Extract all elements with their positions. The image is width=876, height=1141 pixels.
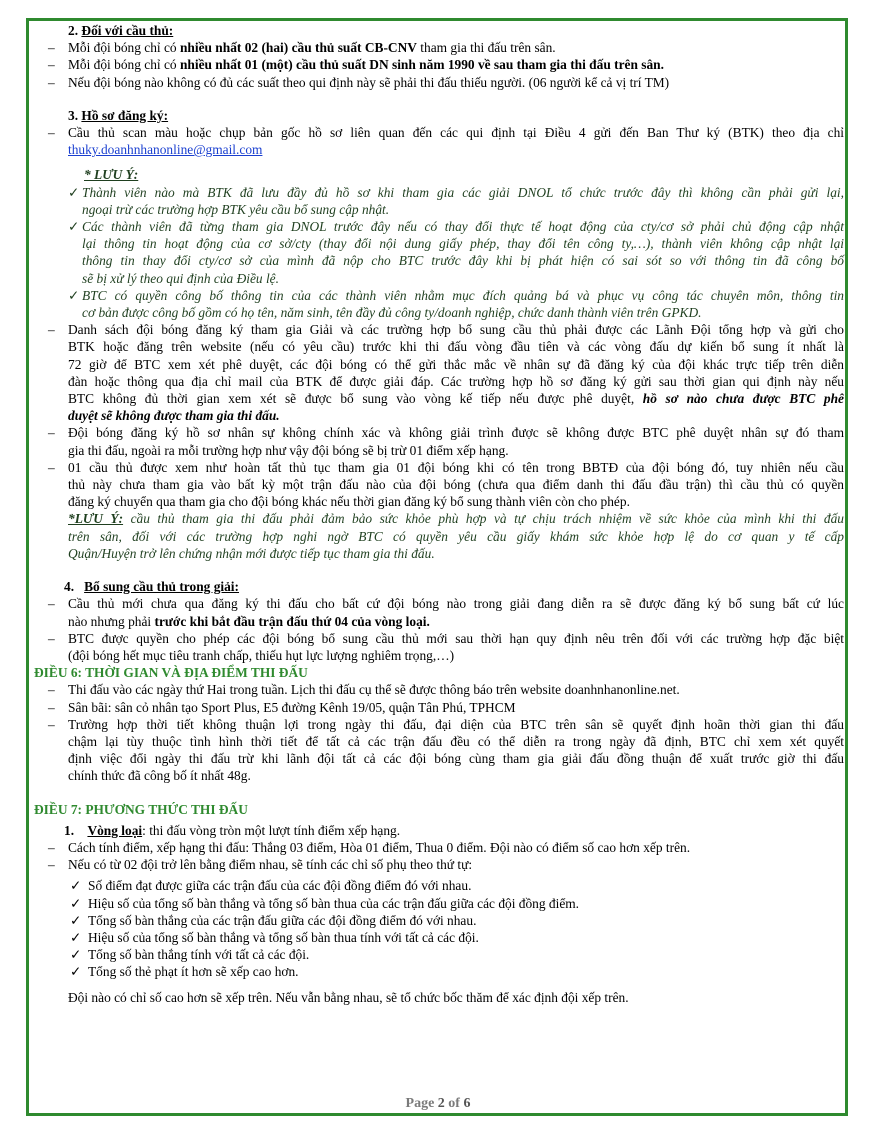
text: BTC được quyền cho phép các đội bóng bổ sung cầu thủ mới sau thời hạn quy định nêu trên đối với các trường hợp đặc biệt: [68, 630, 844, 646]
check-icon: ✓: [70, 895, 82, 911]
section-3-heading: [68, 107, 844, 124]
text: chính thức đã công bố ít nhất 48g.: [68, 768, 251, 784]
list-item: [34, 595, 844, 629]
text: lại thông tin hoạt động của cơ sở/cty (thay đổi nội dung giấy phép, thay đổi tên công ty,…), thành viên không cập nhật lại: [82, 236, 844, 252]
page-total: 6: [463, 1096, 471, 1111]
dash-icon: –: [48, 857, 55, 873]
check-icon: ✓: [68, 184, 80, 200]
email-link[interactable]: thuky.doanhnhanonline@gmail.com: [68, 142, 263, 158]
section-2-number: 2.: [68, 23, 79, 38]
page-content: [34, 22, 844, 1006]
text: (đội bóng hết mục tiêu tranh chấp, thiếu hụt lực lượng nghiêm trọng,…): [68, 647, 455, 663]
dash-icon: –: [48, 322, 55, 338]
page-word: Page: [405, 1096, 435, 1111]
text: Nếu có từ 02 đội trở lên bằng điểm nhau, sẽ tính các chỉ số phụ theo thứ tự:: [68, 857, 473, 873]
round-label: Vòng loại: [87, 822, 143, 838]
text: Trường hợp thời tiết không thuận lợi trong ngày thi đấu, đại diện của BTC trên sân sẽ quyết định hoãn thời gian thi đấu: [68, 716, 844, 732]
check-icon: ✓: [68, 287, 80, 303]
list-item: [34, 74, 844, 91]
list-item: [34, 56, 844, 73]
list-item: [68, 287, 844, 321]
dash-icon: –: [48, 125, 55, 141]
text: BTK hoặc đăng trên website (nếu có yêu cầu) trước khi thi đấu vòng đầu tiên và các vòng đấu dự kiến bổ sung ít nhất là: [68, 339, 844, 355]
text: định việc đổi ngày thi đấu trừ khi lãnh đội tất cả các đội bóng cùng tham gia giải đấu đồng thuận để xuất trước giờ thi đấu: [68, 751, 844, 767]
text: Tổng số bàn thắng của các trận đấu giữa các đội đồng điểm đó với nhau.: [88, 912, 477, 928]
text: Mỗi đội bóng chỉ có: [68, 57, 180, 73]
dash-icon: –: [48, 699, 55, 715]
text: Các thành viên đã từng tham gia DNOL trước đây nếu có thay đổi thực tế hoạt động của cty/cơ sở phải chủ động cập nhật: [82, 219, 844, 235]
list-item: [68, 218, 844, 287]
article-7-title: ĐIỀU 7: PHƯƠNG THỨC THI ĐẤU: [34, 801, 248, 817]
text: cơ bản được công bố gồm có họ tên, năm sinh, tên đầy đủ công ty/doanh nghiệp, chức danh thành viên trên GPKD.: [82, 305, 702, 321]
list-item: [34, 839, 844, 856]
section-4-number: 4.: [64, 579, 75, 595]
section-2-heading: [68, 22, 844, 39]
dash-icon: –: [48, 630, 55, 646]
dash-icon: –: [48, 596, 55, 612]
text: Sân bãi: sân cỏ nhân tạo Sport Plus, E5 đường Kênh 19/05, quận Tân Phú, TPHCM: [68, 699, 516, 715]
list-item: [34, 39, 844, 56]
text: Số điểm đạt được giữa các trận đấu của các đội đồng điểm đó với nhau.: [88, 878, 472, 894]
list-item: [34, 424, 844, 458]
check-icon: ✓: [70, 964, 82, 980]
check-icon: ✓: [70, 878, 82, 894]
bold-text: trước khi bắt đầu trận đấu thứ 04 của vòng loại.: [154, 613, 430, 629]
text: Hiệu số của tổng số bàn thắng và tổng số bàn thua của các trận đấu giữa các đội đồng điểm.: [88, 895, 580, 911]
text: BTC có quyền công bố thông tin của các thành viên nhằm mục đích quảng bá và phục vụ công tác chuyên môn, thông tin: [82, 287, 844, 303]
dash-icon: –: [48, 74, 55, 90]
note-title-text: * LƯU Ý:: [84, 167, 139, 183]
dash-icon: –: [48, 40, 55, 56]
text: đăng ký chuyển qua tham gia cho đội bóng khác nếu thời gian đăng ký bổ sung thành viên còn cho phép.: [68, 494, 630, 510]
text: Cách tính điểm, xếp hạng thi đấu: Thắng 03 điểm, Hòa 01 điểm, Thua 0 điểm. Đội nào có điểm số cao hơn xếp trên.: [68, 839, 691, 855]
list-item: [34, 877, 844, 894]
list-item: [34, 963, 844, 980]
list-item: [34, 321, 844, 424]
page-footer: [0, 1096, 876, 1112]
text: Quận/Huyện trở lên chứng nhận mới được tiếp tục tham gia thi đấu.: [68, 545, 435, 561]
text: Hiệu số của tổng số bàn thắng và tổng số bàn thua tính với tất cả các đội.: [88, 929, 479, 945]
dash-icon: –: [48, 459, 55, 475]
list-item: [68, 184, 844, 218]
check-icon: ✓: [70, 929, 82, 945]
list-item: [34, 459, 844, 562]
list-item: [34, 716, 844, 785]
note-title-text: *LƯU Ý:: [68, 511, 124, 527]
dash-icon: –: [48, 57, 55, 73]
list-item: [34, 895, 844, 912]
list-item: [34, 929, 844, 946]
text: ngoại trừ các trường hợp BTK yêu cầu bổ sung cập nhật.: [82, 201, 390, 217]
section-4-title: Bổ sung cầu thủ trong giải:: [84, 579, 239, 595]
text: thông tin thay đổi cty/cơ sở của mình đã nộp cho BTC trước đây khi bị phát hiện có sai sót so với thông tin đã công bố: [82, 253, 844, 269]
section-3-title: Hồ sơ đăng ký:: [81, 107, 169, 123]
text: chậm lại tùy thuộc tình hình thời tiết để tất cả các trận đấu đều có thể diễn ra trong ngày đã định, BTC chỉ xem xét quyết: [68, 733, 844, 749]
text: sẽ bị xử lý theo qui định của Điều lệ.: [82, 270, 279, 286]
bold-italic-text: duyệt sẽ không được tham gia thi đấu.: [68, 408, 280, 424]
text: Đội bóng đăng ký hồ sơ nhân sự không chính xác và không giải trình được sẽ không được BTC phê duyệt nhân sự đó tham: [68, 425, 844, 441]
page-number: 2: [437, 1096, 445, 1111]
text: Thành viên nào mà BTK đã lưu đầy đủ hồ sơ khi tham gia các giải DNOL tổ chức trước đây thì không cần phải gửi lại,: [82, 184, 844, 200]
text: gia thi đấu, ngoài ra mỗi trường hợp như vậy đội bóng sẽ bị trừ 01 điểm xếp hạng.: [68, 442, 509, 458]
text: Thi đấu vào các ngày thứ Hai trong tuần. Lịch thi đấu cụ thể sẽ được thông báo trên website doanhnhanonline.net.: [68, 682, 680, 698]
check-icon: ✓: [70, 947, 82, 963]
text: Mỗi đội bóng chỉ có: [68, 40, 180, 56]
text: 01 cầu thủ được xem như hoàn tất thủ tục tham gia 01 đội bóng khi có tên trong BBTĐ của đội bóng đó, tuy nhiên nếu cầu: [68, 459, 844, 475]
section-3-number: 3.: [68, 107, 79, 123]
of-word: of: [448, 1096, 460, 1111]
list-item: [34, 699, 844, 716]
dash-icon: –: [48, 716, 55, 732]
list-item: [34, 630, 844, 664]
check-icon: ✓: [70, 912, 82, 928]
dash-icon: –: [48, 682, 55, 698]
bold-italic-text: hồ sơ nào chưa được BTC phê: [642, 391, 844, 407]
check-icon: ✓: [68, 219, 80, 235]
section-4-heading: [64, 578, 844, 595]
note-title: [84, 166, 844, 183]
notes-block: [68, 184, 844, 322]
text: trên sân, đối với các trường hợp nghi ngờ BTC có quyền yêu cầu giấy khám sức khỏe hợp lệ do cơ quan y tế cấp: [68, 528, 844, 544]
text: BTC không đủ thời gian xem xét sẽ được bổ sung vào vòng kế tiếp nếu được phê duyệt,: [68, 391, 643, 407]
text: Cầu thủ mới chưa qua đăng ký thi đấu cho bất cứ đội bóng nào trong giải đang diễn ra sẽ được đăng ký bổ sung bất cứ lúc: [68, 596, 844, 612]
text: nào nhưng phải: [68, 613, 155, 629]
list-item: [34, 856, 844, 873]
bold-text: nhiều nhất 01 (một) cầu thủ suất DN sinh năm 1990 về sau tham gia thi đấu trên sân.: [179, 57, 664, 73]
list-item: [34, 912, 844, 929]
text: 72 giờ để BTC xem xét phê duyệt, các đội bóng có thể gửi thắc mắc về nhân sự đã đăng ký của đội khác trực tiếp trên diễn: [68, 356, 844, 372]
text: Danh sách đội bóng đăng ký tham gia Giải và các trường hợp bổ sung cầu thủ phải được các Lãnh Đội tổng hợp và gửi cho: [68, 322, 844, 338]
text: tham gia thi đấu trên sân.: [416, 40, 556, 56]
section-2-title: Đối với cầu thủ:: [81, 23, 174, 38]
final-note: Đội nào có chỉ số cao hơn sẽ xếp trên. Nếu vẫn bằng nhau, sẽ tổ chức bốc thăm để xác định đội xếp trên.: [68, 989, 629, 1005]
text: Tổng số thẻ phạt ít hơn sẽ xếp cao hơn.: [88, 964, 299, 980]
round-heading: [64, 822, 844, 839]
text: Cầu thủ scan màu hoặc chụp bản gốc hồ sơ liên quan đến các qui định tại Điều 4 gửi đến Ban Thư ký (BTK) theo địa chỉ: [68, 125, 844, 141]
list-item: [34, 946, 844, 963]
bold-text: nhiều nhất 02 (hai) cầu thủ suất CB-CNV: [179, 40, 417, 56]
text: thủ này chưa tham gia vào bất kỳ một trận đấu nào của đội bóng (chưa qua điểm danh thi đấu đầu trận) thì cầu thủ có quyền: [68, 477, 844, 493]
list-item: [34, 681, 844, 698]
round-number: 1.: [64, 822, 75, 838]
list-item: [34, 124, 844, 158]
text: cầu thủ tham gia thi đấu phải đảm bảo sức khỏe phù hợp và tự chịu trách nhiệm về sức khỏe của mình khi thi đấu: [123, 511, 844, 527]
text: Nếu đội bóng nào không có đủ các suất theo qui định này sẽ phải thi đấu thiếu người. (06 người kể cả vị trí TM): [68, 74, 670, 90]
text: : thi đấu vòng tròn một lượt tính điểm xếp hạng.: [142, 822, 401, 838]
dash-icon: –: [48, 839, 55, 855]
article-6-title: ĐIỀU 6: THỜI GIAN VÀ ĐỊA ĐIỂM THI ĐẤU: [34, 665, 308, 681]
text: Tổng số bàn thắng tính với tất cả các đội.: [88, 947, 310, 963]
dash-icon: –: [48, 425, 55, 441]
text: đàn hoặc thông qua địa chỉ mail của BTK để được giải đáp. Các trường hợp hồ sơ đăng ký gửi sau thời gian qui định này nếu: [68, 373, 844, 389]
